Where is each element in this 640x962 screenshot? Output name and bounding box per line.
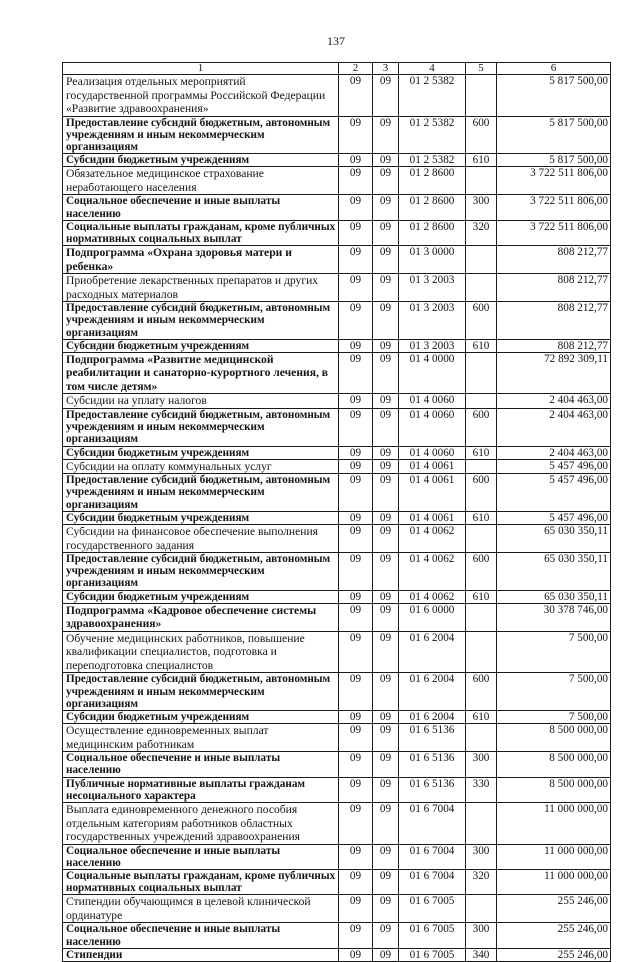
item-name: Выплата единовременного денежного пособия отдельным категориям работников областных государственных учреждений здравоохранения	[63, 803, 339, 845]
amount: 808 212,77	[497, 302, 611, 340]
expense-type-code: 600	[466, 673, 497, 711]
target-article-code: 01 4 0061	[399, 511, 466, 524]
subprogram-name: Подпрограмма «Охрана здоровья матери и ребенка»	[63, 246, 339, 274]
expense-type-code: 300	[466, 923, 497, 948]
amount: 5 817 500,00	[497, 116, 611, 154]
target-article-code: 01 6 5136	[399, 752, 466, 777]
column-number-2: 2	[339, 63, 373, 75]
table-row	[63, 673, 611, 711]
item-name: Предоставление субсидий бюджетным, автономным учреждениям и иным некоммерческим организациям	[63, 116, 339, 154]
subsection-code: 09	[373, 525, 399, 553]
target-article-code: 01 6 7005	[399, 948, 466, 961]
section-code: 09	[339, 724, 373, 752]
subprogram-row	[63, 603, 611, 631]
section-code: 09	[339, 511, 373, 524]
section-code: 09	[339, 352, 373, 394]
expense-type-code: 320	[466, 220, 497, 245]
section-code: 09	[339, 408, 373, 446]
target-article-code: 01 3 2003	[399, 302, 466, 340]
page-number: 137	[327, 34, 345, 48]
table-row	[63, 394, 611, 409]
section-code: 09	[339, 777, 373, 802]
item-name: Предоставление субсидий бюджетным, автономным учреждениям и иным некоммерческим организациям	[63, 673, 339, 711]
subsection-code: 09	[373, 844, 399, 869]
section-code: 09	[339, 603, 373, 631]
table-row	[63, 75, 611, 117]
amount: 8 500 000,00	[497, 752, 611, 777]
target-article-code: 01 4 0060	[399, 394, 466, 409]
amount: 808 212,77	[497, 274, 611, 302]
expense-type-code	[466, 895, 497, 923]
target-article-code: 01 4 0060	[399, 446, 466, 459]
amount: 3 722 511 806,00	[497, 195, 611, 220]
item-name: Обучение медицинских работников, повышение квалификации специалистов, подготовка и переподготовка специалистов	[63, 631, 339, 673]
table-row	[63, 803, 611, 845]
table-row	[63, 195, 611, 220]
section-code: 09	[339, 394, 373, 409]
target-article-code: 01 6 7005	[399, 895, 466, 923]
target-article-code: 01 2 5382	[399, 116, 466, 154]
item-name: Субсидии на финансовое обеспечение выполнения государственного задания	[63, 525, 339, 553]
target-article-code: 01 3 2003	[399, 339, 466, 352]
item-name: Предоставление субсидий бюджетным, автономным учреждениям и иным некоммерческим организациям	[63, 408, 339, 446]
section-code: 09	[339, 673, 373, 711]
expense-type-code	[466, 75, 497, 117]
expense-type-code: 300	[466, 752, 497, 777]
table-row	[63, 474, 611, 512]
target-article-code: 01 4 0061	[399, 474, 466, 512]
subprogram-name: Подпрограмма «Развитие медицинской реабилитации и санаторно-курортного лечения, в том числе детям»	[63, 352, 339, 394]
amount: 5 817 500,00	[497, 75, 611, 117]
subsection-code: 09	[373, 590, 399, 603]
item-name: Публичные нормативные выплаты гражданам несоциального характера	[63, 777, 339, 802]
target-article-code: 01 6 7005	[399, 923, 466, 948]
item-name: Субсидии на уплату налогов	[63, 394, 339, 409]
table-row	[63, 923, 611, 948]
amount: 8 500 000,00	[497, 777, 611, 802]
table-row	[63, 631, 611, 673]
expense-type-code: 340	[466, 948, 497, 961]
column-number-6: 6	[497, 63, 611, 75]
amount: 11 000 000,00	[497, 844, 611, 869]
target-article-code: 01 3 0000	[399, 246, 466, 274]
budget-table	[62, 62, 611, 962]
item-name: Предоставление субсидий бюджетным, автономным учреждениям и иным некоммерческим организациям	[63, 553, 339, 591]
target-article-code: 01 2 8600	[399, 167, 466, 195]
section-code: 09	[339, 590, 373, 603]
target-article-code: 01 4 0062	[399, 590, 466, 603]
subprogram-row	[63, 246, 611, 274]
target-article-code: 01 2 5382	[399, 154, 466, 167]
table-row	[63, 553, 611, 591]
amount: 3 722 511 806,00	[497, 167, 611, 195]
section-code: 09	[339, 844, 373, 869]
expense-type-code	[466, 803, 497, 845]
column-number-3: 3	[373, 63, 399, 75]
item-name: Социальное обеспечение и иные выплаты населению	[63, 752, 339, 777]
amount: 8 500 000,00	[497, 724, 611, 752]
section-code: 09	[339, 195, 373, 220]
table-row	[63, 220, 611, 245]
target-article-code: 01 6 2004	[399, 710, 466, 723]
subsection-code: 09	[373, 75, 399, 117]
subsection-code: 09	[373, 274, 399, 302]
section-code: 09	[339, 803, 373, 845]
amount: 30 378 746,00	[497, 603, 611, 631]
item-name: Субсидии бюджетным учреждениям	[63, 446, 339, 459]
subprogram-name: Подпрограмма «Кадровое обеспечение системы здравоохранения»	[63, 603, 339, 631]
item-name: Стипендии	[63, 948, 339, 961]
amount: 7 500,00	[497, 710, 611, 723]
target-article-code: 01 6 0000	[399, 603, 466, 631]
column-number-4: 4	[399, 63, 466, 75]
section-code: 09	[339, 948, 373, 961]
expense-type-code	[466, 724, 497, 752]
expense-type-code: 320	[466, 869, 497, 894]
item-name: Стипендии обучающимся в целевой клинической ординатуре	[63, 895, 339, 923]
target-article-code: 01 6 7004	[399, 869, 466, 894]
expense-type-code: 300	[466, 844, 497, 869]
section-code: 09	[339, 339, 373, 352]
section-code: 09	[339, 274, 373, 302]
table-row	[63, 511, 611, 524]
table-row	[63, 895, 611, 923]
expense-type-code: 610	[466, 154, 497, 167]
subsection-code: 09	[373, 408, 399, 446]
table-row	[63, 446, 611, 459]
item-name: Обязательное медицинское страхование неработающего населения	[63, 167, 339, 195]
expense-type-code	[466, 394, 497, 409]
item-name: Реализация отдельных мероприятий государственной программы Российской Федерации «Развитие здравоохранения»	[63, 75, 339, 117]
section-code: 09	[339, 302, 373, 340]
amount: 65 030 350,11	[497, 553, 611, 591]
section-code: 09	[339, 246, 373, 274]
item-name: Субсидии бюджетным учреждениям	[63, 154, 339, 167]
expense-type-code: 610	[466, 710, 497, 723]
amount: 65 030 350,11	[497, 590, 611, 603]
table-row	[63, 167, 611, 195]
item-name: Субсидии бюджетным учреждениям	[63, 339, 339, 352]
section-code: 09	[339, 154, 373, 167]
section-code: 09	[339, 220, 373, 245]
table-row	[63, 724, 611, 752]
amount: 255 246,00	[497, 923, 611, 948]
amount: 5 457 496,00	[497, 511, 611, 524]
amount: 808 212,77	[497, 246, 611, 274]
table-row	[63, 302, 611, 340]
subsection-code: 09	[373, 459, 399, 474]
section-code: 09	[339, 446, 373, 459]
target-article-code: 01 6 2004	[399, 631, 466, 673]
section-code: 09	[339, 710, 373, 723]
subsection-code: 09	[373, 474, 399, 512]
table-row	[63, 777, 611, 802]
amount: 5 457 496,00	[497, 459, 611, 474]
table-row	[63, 459, 611, 474]
target-article-code: 01 4 0060	[399, 408, 466, 446]
table-row	[63, 154, 611, 167]
amount: 808 212,77	[497, 339, 611, 352]
expense-type-code: 300	[466, 195, 497, 220]
subsection-code: 09	[373, 603, 399, 631]
expense-type-code: 600	[466, 116, 497, 154]
item-name: Предоставление субсидий бюджетным, автономным учреждениям и иным некоммерческим организациям	[63, 302, 339, 340]
target-article-code: 01 4 0061	[399, 459, 466, 474]
subsection-code: 09	[373, 803, 399, 845]
section-code: 09	[339, 525, 373, 553]
table-row	[63, 948, 611, 961]
subsection-code: 09	[373, 710, 399, 723]
subsection-code: 09	[373, 511, 399, 524]
section-code: 09	[339, 474, 373, 512]
target-article-code: 01 6 7004	[399, 844, 466, 869]
item-name: Социальные выплаты гражданам, кроме публичных нормативных социальных выплат	[63, 220, 339, 245]
expense-type-code: 600	[466, 474, 497, 512]
item-name: Субсидии бюджетным учреждениям	[63, 590, 339, 603]
amount: 65 030 350,11	[497, 525, 611, 553]
amount: 7 500,00	[497, 631, 611, 673]
expense-type-code	[466, 167, 497, 195]
target-article-code: 01 4 0000	[399, 352, 466, 394]
subsection-code: 09	[373, 895, 399, 923]
expense-type-code: 600	[466, 302, 497, 340]
expense-type-code	[466, 525, 497, 553]
subsection-code: 09	[373, 752, 399, 777]
table-row	[63, 869, 611, 894]
expense-type-code: 610	[466, 511, 497, 524]
amount: 2 404 463,00	[497, 446, 611, 459]
item-name: Субсидии бюджетным учреждениям	[63, 511, 339, 524]
amount: 7 500,00	[497, 673, 611, 711]
section-code: 09	[339, 75, 373, 117]
expense-type-code	[466, 246, 497, 274]
amount: 3 722 511 806,00	[497, 220, 611, 245]
table-row	[63, 710, 611, 723]
expense-type-code: 610	[466, 446, 497, 459]
item-name: Социальное обеспечение и иные выплаты населению	[63, 923, 339, 948]
subsection-code: 09	[373, 869, 399, 894]
amount: 11 000 000,00	[497, 803, 611, 845]
section-code: 09	[339, 923, 373, 948]
item-name: Социальное обеспечение и иные выплаты населению	[63, 844, 339, 869]
table-row	[63, 590, 611, 603]
section-code: 09	[339, 631, 373, 673]
section-code: 09	[339, 116, 373, 154]
subsection-code: 09	[373, 116, 399, 154]
section-code: 09	[339, 895, 373, 923]
table-row	[63, 844, 611, 869]
amount: 72 892 309,11	[497, 352, 611, 394]
item-name: Социальное обеспечение и иные выплаты населению	[63, 195, 339, 220]
subsection-code: 09	[373, 154, 399, 167]
target-article-code: 01 3 2003	[399, 274, 466, 302]
target-article-code: 01 2 5382	[399, 75, 466, 117]
subsection-code: 09	[373, 167, 399, 195]
subsection-code: 09	[373, 302, 399, 340]
amount: 11 000 000,00	[497, 869, 611, 894]
subsection-code: 09	[373, 195, 399, 220]
expense-type-code	[466, 459, 497, 474]
amount: 5 457 496,00	[497, 474, 611, 512]
amount: 255 246,00	[497, 948, 611, 961]
subsection-code: 09	[373, 246, 399, 274]
expense-type-code: 330	[466, 777, 497, 802]
target-article-code: 01 4 0062	[399, 525, 466, 553]
section-code: 09	[339, 553, 373, 591]
subprogram-row	[63, 352, 611, 394]
subsection-code: 09	[373, 948, 399, 961]
table-row	[63, 339, 611, 352]
subsection-code: 09	[373, 553, 399, 591]
subsection-code: 09	[373, 220, 399, 245]
column-number-1: 1	[63, 63, 339, 75]
subsection-code: 09	[373, 631, 399, 673]
target-article-code: 01 2 8600	[399, 195, 466, 220]
table-row	[63, 116, 611, 154]
table-row	[63, 274, 611, 302]
table-row	[63, 408, 611, 446]
amount: 255 246,00	[497, 895, 611, 923]
section-code: 09	[339, 167, 373, 195]
expense-type-code: 610	[466, 339, 497, 352]
item-name: Осуществление единовременных выплат медицинским работникам	[63, 724, 339, 752]
expense-type-code: 610	[466, 590, 497, 603]
section-code: 09	[339, 459, 373, 474]
subsection-code: 09	[373, 446, 399, 459]
expense-type-code	[466, 274, 497, 302]
table-row	[63, 525, 611, 553]
item-name: Субсидии на оплату коммунальных услуг	[63, 459, 339, 474]
target-article-code: 01 6 2004	[399, 673, 466, 711]
expense-type-code	[466, 631, 497, 673]
subsection-code: 09	[373, 394, 399, 409]
expense-type-code	[466, 352, 497, 394]
target-article-code: 01 2 8600	[399, 220, 466, 245]
column-number-5: 5	[466, 63, 497, 75]
item-name: Социальные выплаты гражданам, кроме публичных нормативных социальных выплат	[63, 869, 339, 894]
subsection-code: 09	[373, 724, 399, 752]
subsection-code: 09	[373, 673, 399, 711]
expense-type-code: 600	[466, 553, 497, 591]
expense-type-code	[466, 603, 497, 631]
subsection-code: 09	[373, 777, 399, 802]
item-name: Субсидии бюджетным учреждениям	[63, 710, 339, 723]
subsection-code: 09	[373, 339, 399, 352]
amount: 5 817 500,00	[497, 154, 611, 167]
section-code: 09	[339, 752, 373, 777]
item-name: Предоставление субсидий бюджетным, автономным учреждениям и иным некоммерческим организациям	[63, 474, 339, 512]
amount: 2 404 463,00	[497, 408, 611, 446]
header-row	[63, 63, 611, 75]
subsection-code: 09	[373, 923, 399, 948]
target-article-code: 01 6 7004	[399, 803, 466, 845]
section-code: 09	[339, 869, 373, 894]
item-name: Приобретение лекарственных препаратов и других расходных материалов	[63, 274, 339, 302]
target-article-code: 01 6 5136	[399, 724, 466, 752]
target-article-code: 01 4 0062	[399, 553, 466, 591]
table-row	[63, 752, 611, 777]
subsection-code: 09	[373, 352, 399, 394]
expense-type-code: 600	[466, 408, 497, 446]
amount: 2 404 463,00	[497, 394, 611, 409]
target-article-code: 01 6 5136	[399, 777, 466, 802]
